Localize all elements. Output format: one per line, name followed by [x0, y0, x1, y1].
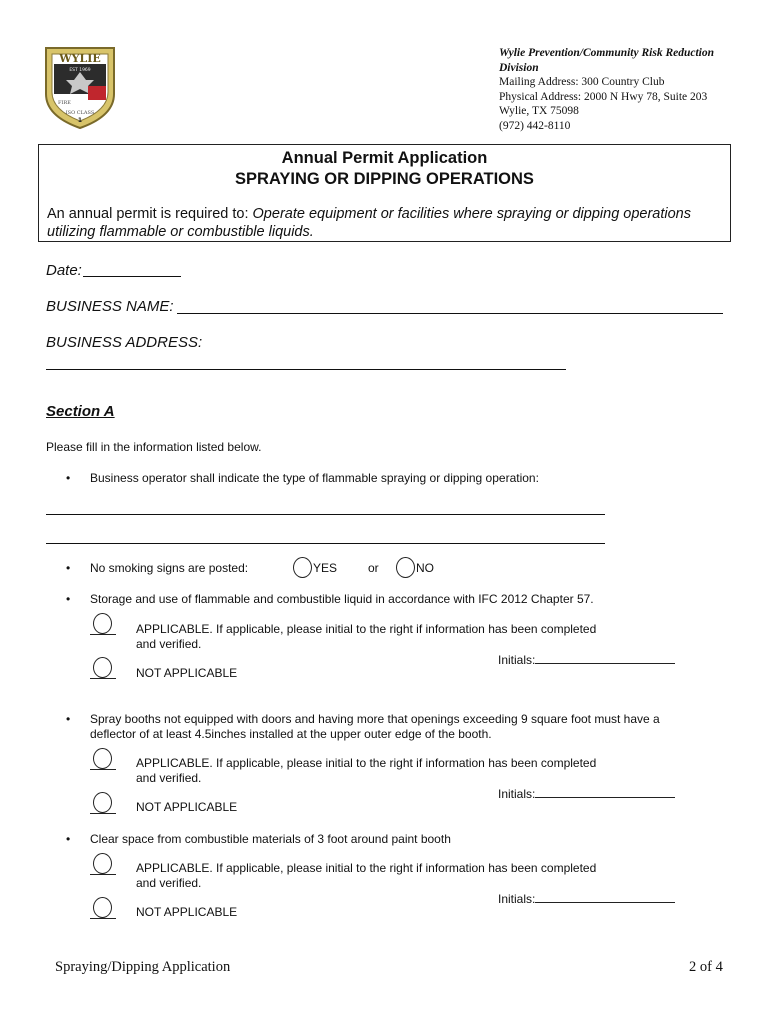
- business-name-label: BUSINESS NAME:: [46, 298, 174, 315]
- permit-requirement: An annual permit is required to: Operate equipment or facilities where spraying or dipping operations utilizing flammable or combustible liquids.: [47, 206, 692, 240]
- organization-name-cont: Division: [499, 61, 539, 74]
- operation-type-question: Business operator shall indicate the type of flammable spraying or dipping operation:: [90, 471, 539, 485]
- clearspace-applicable-text: APPLICABLE. If applicable, please initial to the right if information has been completed and verified.: [136, 861, 597, 890]
- footer-page-number: 2 of 4: [689, 959, 723, 975]
- city-state-zip: Wylie, TX 75098: [499, 105, 579, 117]
- booth-initials[interactable]: Initials:: [498, 786, 675, 801]
- no-radio[interactable]: [396, 557, 415, 578]
- wylie-fire-logo: [40, 42, 120, 130]
- storage-initials[interactable]: Initials:: [498, 652, 675, 667]
- organization-name: Wylie Prevention/Community Risk Reduction: [499, 47, 715, 59]
- bullet-icon: •: [66, 832, 71, 846]
- storage-applicable-text: APPLICABLE. If applicable, please initial to the right if information has been completed and verified.: [136, 622, 597, 651]
- underline: [90, 874, 116, 875]
- storage-not-applicable-label: NOT APPLICABLE: [136, 666, 238, 680]
- underline: [90, 813, 116, 814]
- svg-text:1: 1: [77, 117, 83, 124]
- no-label: NO: [416, 561, 434, 575]
- underline: [90, 918, 116, 919]
- svg-text:ISO CLASS: ISO CLASS: [65, 110, 95, 116]
- form-subtitle: SPRAYING OR DIPPING OPERATIONS: [235, 170, 534, 188]
- operation-type-field-1[interactable]: [46, 514, 605, 515]
- spray-booth-requirement: Spray booths not equipped with doors and having more that openings exceeding 9 square foot must have a deflector of at least 4.5inches installed at the upper outer edge of the booth.: [90, 712, 660, 741]
- section-a-heading: Section A: [46, 403, 115, 420]
- bullet-icon: •: [66, 561, 71, 575]
- physical-address: Physical Address: 2000 N Hwy 78, Suite 203: [499, 90, 708, 103]
- mailing-address: Mailing Address: 300 Country Club: [499, 76, 665, 88]
- svg-text:FIRE: FIRE: [58, 100, 71, 106]
- form-title: Annual Permit Application: [281, 149, 488, 167]
- phone-number: (972) 442-8110: [499, 119, 571, 132]
- business-address-field[interactable]: [46, 369, 566, 370]
- clear-space-requirement: Clear space from combustible materials of 3 foot around paint booth: [90, 832, 451, 846]
- booth-not-applicable-radio[interactable]: [93, 792, 112, 813]
- clearspace-not-applicable-label: NOT APPLICABLE: [136, 905, 238, 919]
- clearspace-applicable-radio[interactable]: [93, 853, 112, 874]
- storage-requirement: Storage and use of flammable and combustible liquid in accordance with IFC 2012 Chapter 57.: [90, 592, 594, 606]
- booth-applicable-radio[interactable]: [93, 748, 112, 769]
- no-smoking-question: No smoking signs are posted:: [90, 561, 249, 575]
- bullet-icon: •: [66, 712, 71, 726]
- storage-not-applicable-radio[interactable]: [93, 657, 112, 678]
- booth-not-applicable-label: NOT APPLICABLE: [136, 800, 238, 814]
- clearspace-not-applicable-radio[interactable]: [93, 897, 112, 918]
- footer-document-name: Spraying/Dipping Application: [55, 959, 231, 975]
- business-address-label: BUSINESS ADDRESS:: [46, 334, 203, 351]
- underline: [90, 769, 116, 770]
- svg-text:EST 1969: EST 1969: [69, 68, 91, 73]
- booth-applicable-text: APPLICABLE. If applicable, please initial to the right if information has been completed and verified.: [136, 756, 597, 785]
- storage-applicable-radio[interactable]: [93, 613, 112, 634]
- underline: [90, 678, 116, 679]
- organization-address: [499, 46, 739, 133]
- title-box: [38, 144, 731, 242]
- date-label: Date:: [46, 262, 82, 279]
- clearspace-initials[interactable]: Initials:: [498, 891, 675, 906]
- business-name-field[interactable]: [177, 313, 723, 314]
- yes-radio[interactable]: [293, 557, 312, 578]
- section-instructions: Please fill in the information listed below.: [46, 440, 262, 454]
- underline: [90, 634, 116, 635]
- date-field[interactable]: [83, 276, 181, 277]
- yes-label: YES: [313, 561, 338, 575]
- bullet-icon: •: [66, 592, 71, 606]
- bullet-icon: •: [66, 471, 71, 485]
- or-label: or: [368, 561, 379, 575]
- logo-wordmark: WYLIE: [59, 52, 101, 65]
- operation-type-field-2[interactable]: [46, 543, 605, 544]
